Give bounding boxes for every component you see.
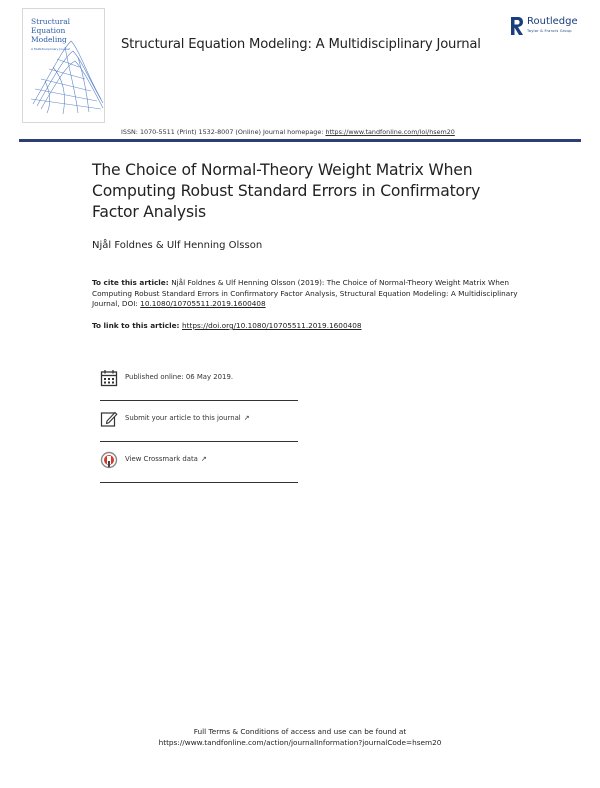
publisher-tagline: Taylor & Francis Group [527, 29, 572, 33]
footer-line-1: Full Terms & Conditions of access and use can be found at [193, 727, 407, 736]
cite-text: Njål Foldnes & Ulf Henning Olsson (2019): The Choice of Normal-Theory Weight Matrix When Computing Robust Standard Errors in Confirmatory Factor Analysis, Structural Equation Modeling: A Multidisciplinary Journal, DOI: [92, 278, 518, 308]
routledge-logo-icon [510, 16, 524, 36]
crossmark-row[interactable] [100, 442, 298, 483]
article-link-line [92, 321, 362, 330]
published-date: Published online: 06 May 2019. [125, 373, 234, 381]
external-link-icon: ↗ [243, 414, 250, 422]
cover-subtitle: A Multidisciplinary Journal [31, 47, 70, 51]
footer-terms-url[interactable]: https://www.tandfonline.com/action/journalInformation?journalCode=hsem20 [158, 737, 442, 747]
crossmark-icon [100, 451, 118, 469]
cite-label: To cite this article: [92, 278, 172, 287]
journal-homepage-link[interactable]: https://www.tandfonline.com/loi/hsem20 [325, 128, 455, 136]
submit-article-row[interactable] [100, 401, 298, 442]
edit-icon [100, 410, 118, 428]
cover-title: Structural Equation Modeling [31, 17, 71, 44]
doi-link[interactable]: 10.1080/10705511.2019.1600408 [140, 299, 266, 308]
article-authors: Njål Foldnes & Ulf Henning Olsson [92, 240, 263, 251]
journal-title: Structural Equation Modeling: A Multidisciplinary Journal [121, 37, 481, 52]
article-title: The Choice of Normal-Theory Weight Matrix When Computing Robust Standard Errors in Confirmatory Factor Analysis [92, 161, 481, 221]
link-label: To link to this article: [92, 321, 183, 330]
external-link-icon: ↗ [200, 455, 207, 463]
header-divider [19, 139, 581, 142]
article-doi-url[interactable]: https://doi.org/10.1080/10705511.2019.1600408 [182, 321, 362, 330]
issn-line [121, 128, 455, 136]
journal-cover[interactable] [22, 8, 105, 123]
citation-block [92, 278, 522, 310]
publisher-name: Routledge [527, 16, 578, 27]
footer-terms [0, 727, 600, 748]
published-online-row [100, 360, 298, 401]
submit-article-link[interactable]: Submit your article to this journal ↗ [125, 414, 250, 422]
calendar-icon [100, 369, 118, 387]
crossmark-link[interactable]: View Crossmark data ↗ [125, 455, 207, 463]
issn-text: ISSN: 1070-5511 (Print) 1532-8007 (Online) Journal homepage: [121, 128, 326, 136]
